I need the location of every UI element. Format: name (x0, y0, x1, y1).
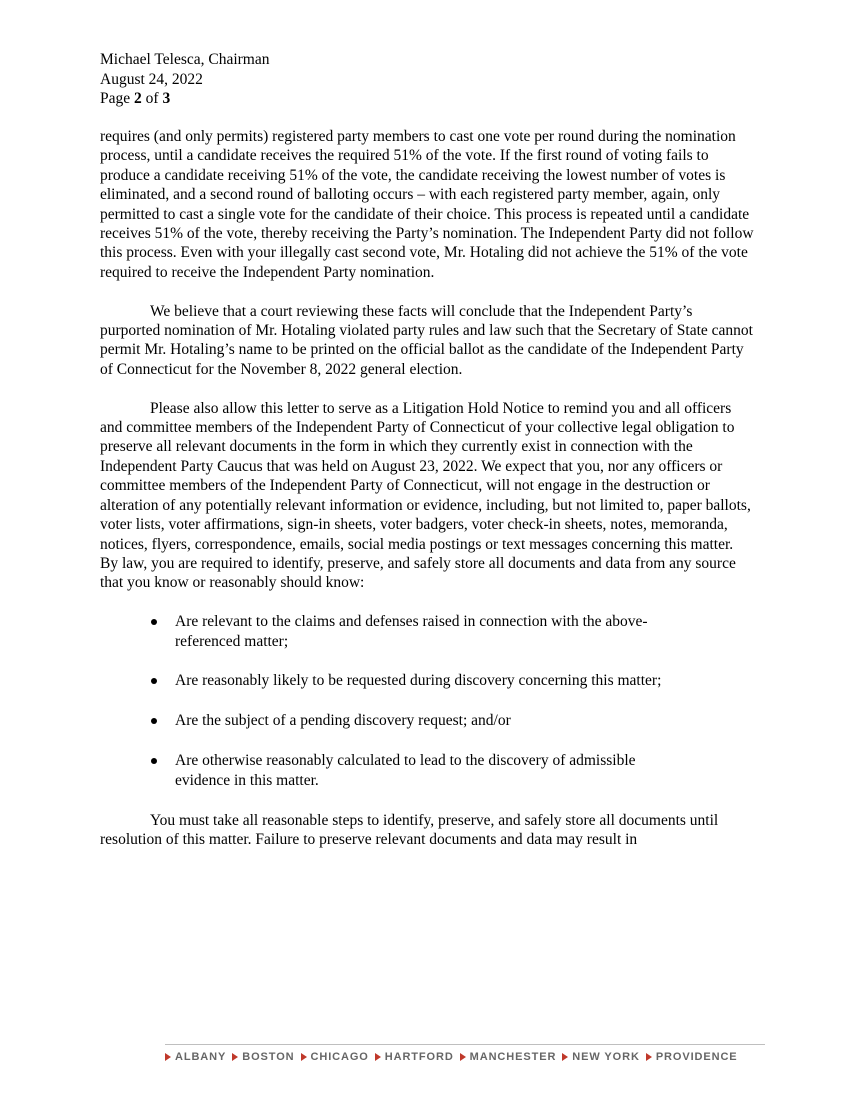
recipient-line: Michael Telesca, Chairman (100, 51, 270, 68)
city-albany: ALBANY (165, 1051, 226, 1063)
list-item: Are the subject of a pending discovery request; and/or (100, 711, 690, 730)
triangle-right-icon (375, 1053, 381, 1061)
paragraph-court-conclusion: We believe that a court reviewing these facts will conclude that the Independent Party’s purported nomination of Mr. Hotaling violated party rules and law such that the Secretary of State cannot permit Mr. Hotaling’s name to be printed on the official ballot as the candidate of the Independent Party of Connecticut for the November 8, 2022 general election. (100, 302, 753, 378)
footer-cities (165, 1051, 765, 1063)
footer-divider (165, 1044, 765, 1045)
triangle-right-icon (562, 1053, 568, 1061)
page-current: 2 (134, 90, 142, 107)
letter-header (100, 50, 270, 109)
page-of: of (141, 90, 163, 107)
triangle-right-icon (646, 1053, 652, 1061)
bullet-icon (151, 619, 157, 625)
city-chicago: CHICAGO (301, 1051, 369, 1063)
list-item: Are relevant to the claims and defenses raised in connection with the above-referenced matter; (100, 612, 690, 651)
office-locations-footer (165, 1044, 765, 1063)
city-boston: BOSTON (232, 1051, 294, 1063)
page-number-line (100, 89, 270, 109)
list-item: Are reasonably likely to be requested during discovery concerning this matter; (100, 671, 690, 690)
paragraph-litigation-hold: Please also allow this letter to serve as a Litigation Hold Notice to remind you and all officers and committee members of the Independent Party of Connecticut of your collective legal obligation to preserve all relevant documents in the form in which they currently exist in connection with the Independent Party Caucus that was held on August 23, 2022. We expect that you, nor any officers or committee members of the Independent Party of Connecticut, will not engage in the destruction or alteration of any potentially relevant information or evidence, including, but not limited to, paper ballots, voter lists, voter affirmations, sign-in sheets, voter badgers, voter check-in sheets, notes, memoranda, notices, flyers, correspondence, emails, social media postings or text messages concerning this matter. By law, you are required to identify, preserve, and safely store all documents and data from any source that you know or reasonably should know: (100, 399, 751, 592)
document-criteria-list (100, 612, 755, 790)
city-hartford: HARTFORD (375, 1051, 454, 1063)
triangle-right-icon (232, 1053, 238, 1061)
list-item: Are otherwise reasonably calculated to lead to the discovery of admissible evidence in this matter. (100, 751, 690, 790)
paragraph-preservation-steps: You must take all reasonable steps to identify, preserve, and safely store all documents until resolution of this matter. Failure to preserve relevant documents and data may result in (100, 811, 719, 848)
city-providence: PROVIDENCE (646, 1051, 738, 1063)
bullet-icon (151, 718, 157, 724)
triangle-right-icon (301, 1053, 307, 1061)
city-manchester: MANCHESTER (460, 1051, 557, 1063)
bullet-icon (151, 758, 157, 764)
page-label: Page (100, 90, 135, 107)
paragraph-continuation: requires (and only permits) registered party members to cast one vote per round during the nomination process, until a candidate receives the required 51% of the vote. If the first round of voting fails to produce a candidate receiving 51% of the vote, the candidate receiving the lowest number of votes is eliminated, and a second round of balloting occurs – with each registered party member, again, only permitted to cast a single vote for the candidate of their choice. This process is repeated until a candidate receives 51% of the vote, thereby receiving the Party’s nomination. The Independent Party did not follow this process. Even with your illegally cast second vote, Mr. Hotaling did not achieve the 51% of the vote required to receive the Independent Party nomination. (100, 128, 754, 281)
triangle-right-icon (165, 1053, 171, 1061)
city-new-york: NEW YORK (562, 1051, 640, 1063)
bullet-icon (151, 678, 157, 684)
letter-body (100, 127, 755, 869)
page-total: 3 (162, 90, 171, 107)
triangle-right-icon (460, 1053, 466, 1061)
date-line: August 24, 2022 (100, 70, 203, 88)
